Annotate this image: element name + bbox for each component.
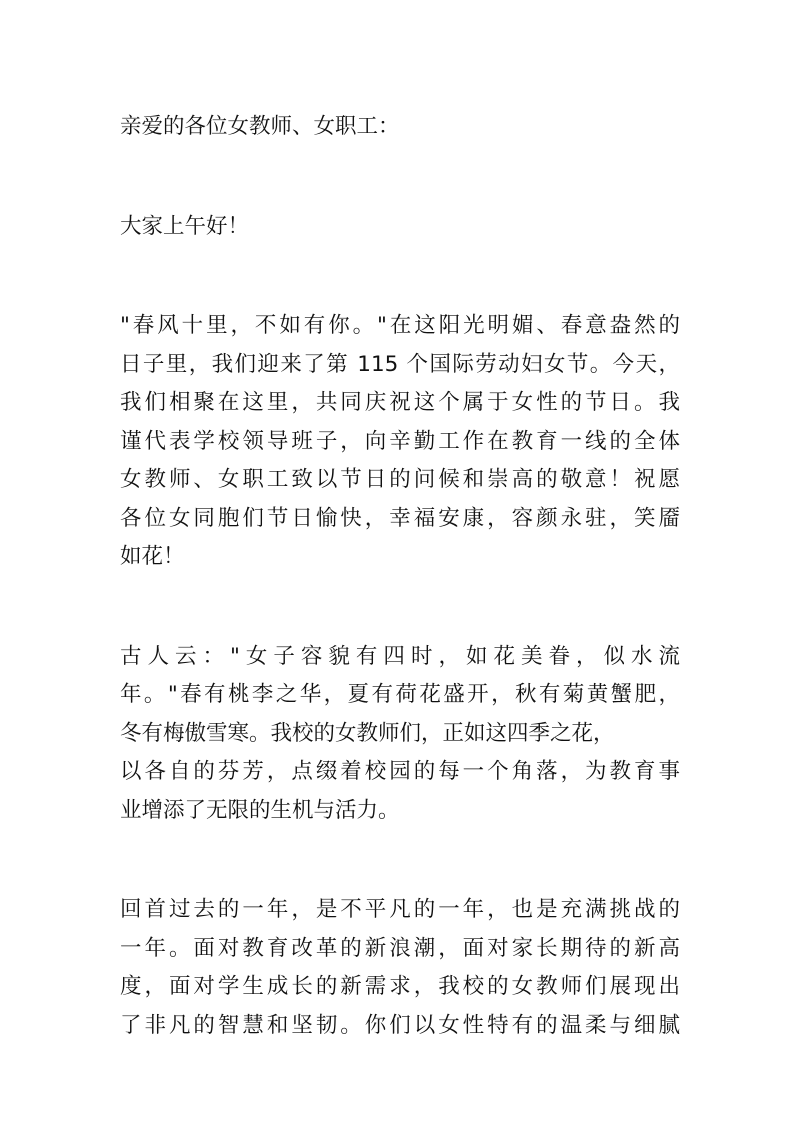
paragraph-line: 回首过去的一年，是不平凡的一年，也是充满挑战的: [120, 897, 680, 922]
paragraph-holiday-wishes: [120, 307, 680, 577]
paragraph-line: 日子里，我们迎来了第 115 个国际劳动妇女节。今天，: [120, 351, 680, 377]
paragraph-line: "春风十里，不如有你。"在这阳光明媚、春意盎然的: [120, 313, 680, 338]
paragraph-line: 冬有梅傲雪寒。我校的女教师们，正如这四季之花，: [120, 720, 615, 746]
document-page: [120, 108, 680, 1106]
paragraph-line: 年。"春有桃李之华，夏有荷花盛开，秋有菊黄蟹肥，: [120, 682, 680, 707]
paragraph-line: 如花！: [120, 544, 185, 569]
paragraph-year-review: [120, 891, 680, 1045]
paragraph-line: 以各自的芬芳，点缀着校园的每一个角落，为教育事: [120, 759, 680, 784]
greeting-text: 大家上午好！: [120, 213, 250, 239]
paragraph-line: 一年。面对教育改革的新浪潮，面对家长期待的新高: [120, 935, 680, 961]
salutation-text: 亲爱的各位女教师、女职工：: [120, 114, 400, 139]
paragraph-line: 度，面对学生成长的新需求，我校的女教师们展现出: [120, 974, 680, 999]
paragraph-line: 各位女同胞们节日愉快，幸福安康，容颜永驻，笑靥: [120, 505, 680, 531]
paragraph-line: 女教师、女职工致以节日的问候和崇高的敬意！祝愿: [120, 467, 680, 492]
paragraph-line: 古人云："女子容貌有四时，如花美眷，似水流: [120, 643, 680, 669]
paragraph-four-seasons: [120, 638, 680, 831]
paragraph-line: 了非凡的智慧和坚韧。你们以女性特有的温柔与细腻: [120, 1012, 680, 1038]
paragraph-line: 谨代表学校领导班子，向辛勤工作在教育一线的全体: [120, 428, 680, 454]
paragraph-line: 我们相聚在这里，共同庆祝这个属于女性的节日。我: [120, 390, 680, 415]
paragraph-line: 业增添了无限的生机与活力。: [120, 797, 400, 823]
salutation: [120, 108, 680, 147]
greeting: [120, 208, 680, 247]
